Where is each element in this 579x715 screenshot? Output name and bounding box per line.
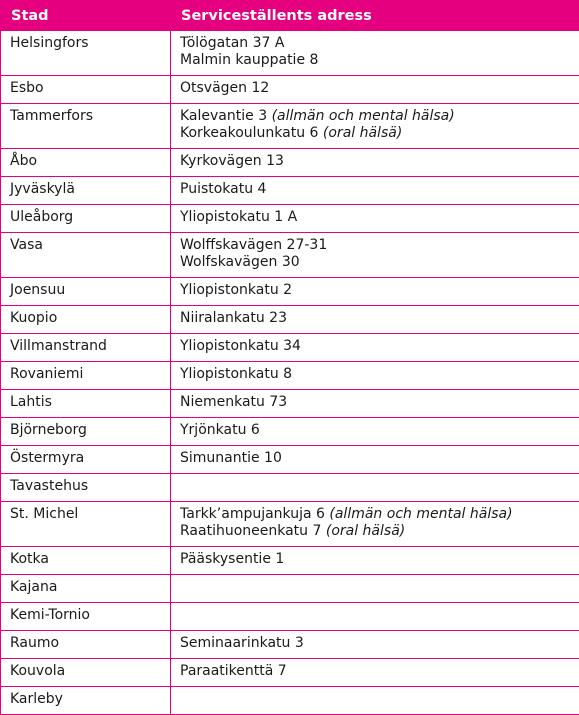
city-cell: Joensuu	[1, 278, 171, 306]
address-line	[180, 506, 570, 523]
city-cell: Kotka	[1, 547, 171, 575]
address-line	[180, 366, 570, 383]
city-cell: Jyväskylä	[1, 177, 171, 205]
address-line	[180, 80, 570, 97]
address-line	[180, 153, 570, 170]
address-cell	[171, 418, 579, 446]
service-note: (oral hälsä)	[326, 523, 405, 539]
city-cell: Helsingfors	[1, 31, 171, 76]
table-row	[1, 418, 579, 446]
address-text: Korkeakoulunkatu 6	[180, 125, 323, 141]
address-cell	[171, 76, 579, 104]
table-row	[1, 306, 579, 334]
city-cell: Tavastehus	[1, 474, 171, 502]
address-cell	[171, 104, 579, 149]
table-row	[1, 502, 579, 547]
city-cell: Karleby	[1, 687, 171, 715]
city-cell: Raumo	[1, 631, 171, 659]
address-text: Malmin kauppatie 8	[180, 52, 318, 68]
address-text: Yliopistonkatu 34	[180, 338, 301, 354]
table-row	[1, 474, 579, 502]
address-line	[180, 450, 570, 467]
address-text: Kalevantie 3	[180, 108, 272, 124]
address-text: Otsvägen 12	[180, 80, 269, 96]
address-line	[180, 635, 570, 652]
table-row	[1, 631, 579, 659]
address-line	[180, 663, 570, 680]
address-cell	[171, 502, 579, 547]
city-cell: Björneborg	[1, 418, 171, 446]
address-line	[180, 254, 570, 271]
address-cell	[171, 149, 579, 177]
address-text: Niiralankatu 23	[180, 310, 287, 326]
table-row	[1, 334, 579, 362]
address-line	[180, 125, 570, 142]
address-cell	[171, 446, 579, 474]
table-row	[1, 659, 579, 687]
service-note: (oral hälsä)	[323, 125, 402, 141]
address-cell	[171, 390, 579, 418]
table-row	[1, 446, 579, 474]
address-cell	[171, 659, 579, 687]
city-cell: Tammerfors	[1, 104, 171, 149]
address-cell	[171, 278, 579, 306]
address-text: Wolffskavägen 27-31	[180, 237, 327, 253]
address-cell	[171, 603, 579, 631]
address-text: Niemenkatu 73	[180, 394, 287, 410]
city-cell: Villmanstrand	[1, 334, 171, 362]
city-cell: Åbo	[1, 149, 171, 177]
city-cell: Kouvola	[1, 659, 171, 687]
city-cell: Uleåborg	[1, 205, 171, 233]
address-text: Seminaarinkatu 3	[180, 635, 304, 651]
city-cell: Östermyra	[1, 446, 171, 474]
address-cell	[171, 233, 579, 278]
address-text: Tölögatan 37 A	[180, 35, 284, 51]
city-cell: Rovaniemi	[1, 362, 171, 390]
table-row	[1, 104, 579, 149]
table-row	[1, 575, 579, 603]
address-line	[180, 551, 570, 568]
address-text: Yrjönkatu 6	[180, 422, 260, 438]
address-line	[180, 282, 570, 299]
table-row	[1, 362, 579, 390]
address-text: Kyrkovägen 13	[180, 153, 284, 169]
address-cell	[171, 334, 579, 362]
service-note: (allmän och mental hälsa)	[329, 506, 512, 522]
city-cell: Kajana	[1, 575, 171, 603]
address-line	[180, 310, 570, 327]
city-cell: Vasa	[1, 233, 171, 278]
table-header-row	[1, 0, 579, 31]
address-text: Raatihuoneenkatu 7	[180, 523, 326, 539]
service-note: (allmän och mental hälsa)	[272, 108, 455, 124]
table-row	[1, 76, 579, 104]
address-line	[180, 209, 570, 226]
table-row	[1, 149, 579, 177]
address-text: Paraatikenttä 7	[180, 663, 287, 679]
table-row	[1, 31, 579, 76]
address-text: Yliopistonkatu 2	[180, 282, 292, 298]
address-text: Puistokatu 4	[180, 181, 266, 197]
table-row	[1, 278, 579, 306]
address-line	[180, 52, 570, 69]
city-column-header: Stad	[1, 0, 171, 31]
table-body	[1, 31, 579, 715]
table-row	[1, 603, 579, 631]
address-line	[180, 237, 570, 254]
address-text: Tarkk’ampujankuja 6	[180, 506, 329, 522]
address-text: Yliopistonkatu 8	[180, 366, 292, 382]
address-line	[180, 181, 570, 198]
address-cell	[171, 474, 579, 502]
address-cell	[171, 575, 579, 603]
address-text: Simunantie 10	[180, 450, 282, 466]
address-line	[180, 108, 570, 125]
address-cell	[171, 205, 579, 233]
table-row	[1, 233, 579, 278]
address-line	[180, 523, 570, 540]
table-row	[1, 177, 579, 205]
city-cell: Kuopio	[1, 306, 171, 334]
table-row	[1, 390, 579, 418]
address-text: Wolfskavägen 30	[180, 254, 300, 270]
city-cell: Lahtis	[1, 390, 171, 418]
address-text: Pääskysentie 1	[180, 551, 284, 567]
address-line	[180, 394, 570, 411]
address-cell	[171, 31, 579, 76]
address-cell	[171, 631, 579, 659]
table-row	[1, 547, 579, 575]
table-row	[1, 205, 579, 233]
address-column-header: Serviceställents adress	[171, 0, 579, 31]
address-cell	[171, 362, 579, 390]
address-cell	[171, 547, 579, 575]
address-line	[180, 338, 570, 355]
city-cell: Kemi-Tornio	[1, 603, 171, 631]
address-cell	[171, 306, 579, 334]
city-cell: St. Michel	[1, 502, 171, 547]
address-cell	[171, 177, 579, 205]
city-cell: Esbo	[1, 76, 171, 104]
address-line	[180, 35, 570, 52]
address-line	[180, 422, 570, 439]
address-text: Yliopistokatu 1 A	[180, 209, 297, 225]
